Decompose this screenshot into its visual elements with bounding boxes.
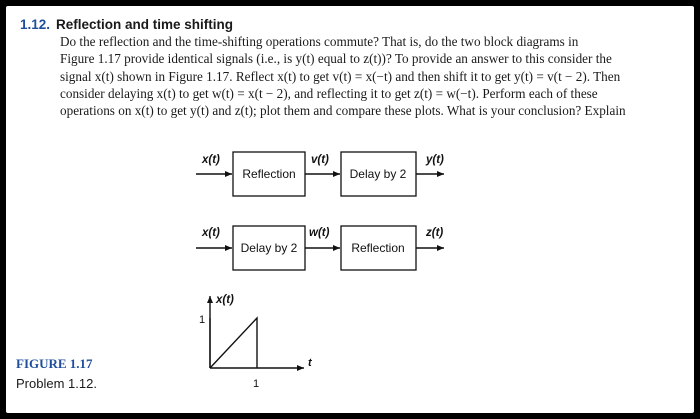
problem-line: Do the reflection and the time-shifting operations commute? That is, do the two block diagrams in (60, 34, 579, 50)
reflection-block-label: Reflection (351, 241, 405, 255)
block-diagram-top (196, 152, 444, 196)
block-diagram-bottom (196, 226, 444, 270)
signal-plot (199, 294, 313, 390)
problem-line: Figure 1.17 provide identical signals (i.e., is y(t) equal to z(t))? To provide an answer to this consider the (60, 51, 612, 67)
signal-label-v: v(t) (311, 154, 329, 166)
problem-number: 1.12. (20, 17, 51, 32)
problem-line: signal x(t) shown in Figure 1.17. Reflect x(t) to get v(t) = x(−t) and then shift it to get y(t) = v(t − 2). Then (60, 68, 621, 84)
reflection-block-label: Reflection (242, 167, 296, 181)
signal-label-y: y(t) (426, 154, 444, 166)
problem-line: operations on x(t) to get y(t) and z(t); plot them and compare these plots. What is your conclusion? Explain (60, 103, 626, 119)
delay-block-label: Delay by 2 (240, 241, 298, 255)
textbook-page (6, 6, 694, 413)
problem-title: Reflection and time shifting (56, 17, 234, 32)
figure-label: FIGURE 1.17 (16, 356, 93, 371)
problem-line: consider delaying x(t) to get w(t) = x(t − 2), and reflecting it to get z(t) = w(−t). Perform each of these (60, 85, 598, 101)
y-axis-label: x(t) (216, 294, 234, 306)
signal-label-x: x(t) (202, 227, 220, 239)
y-tick-label: 1 (199, 314, 206, 326)
x-tick-label: 1 (253, 378, 260, 390)
x-axis-label: t (308, 357, 312, 369)
signal-label-z: z(t) (426, 227, 444, 239)
signal-label-w: w(t) (309, 227, 330, 239)
triangle-signal (210, 318, 257, 368)
figure-1-17-diagrams (6, 6, 694, 413)
figure-caption: Problem 1.12. (16, 376, 97, 391)
signal-label-x: x(t) (202, 154, 220, 166)
delay-block-label: Delay by 2 (349, 167, 407, 181)
